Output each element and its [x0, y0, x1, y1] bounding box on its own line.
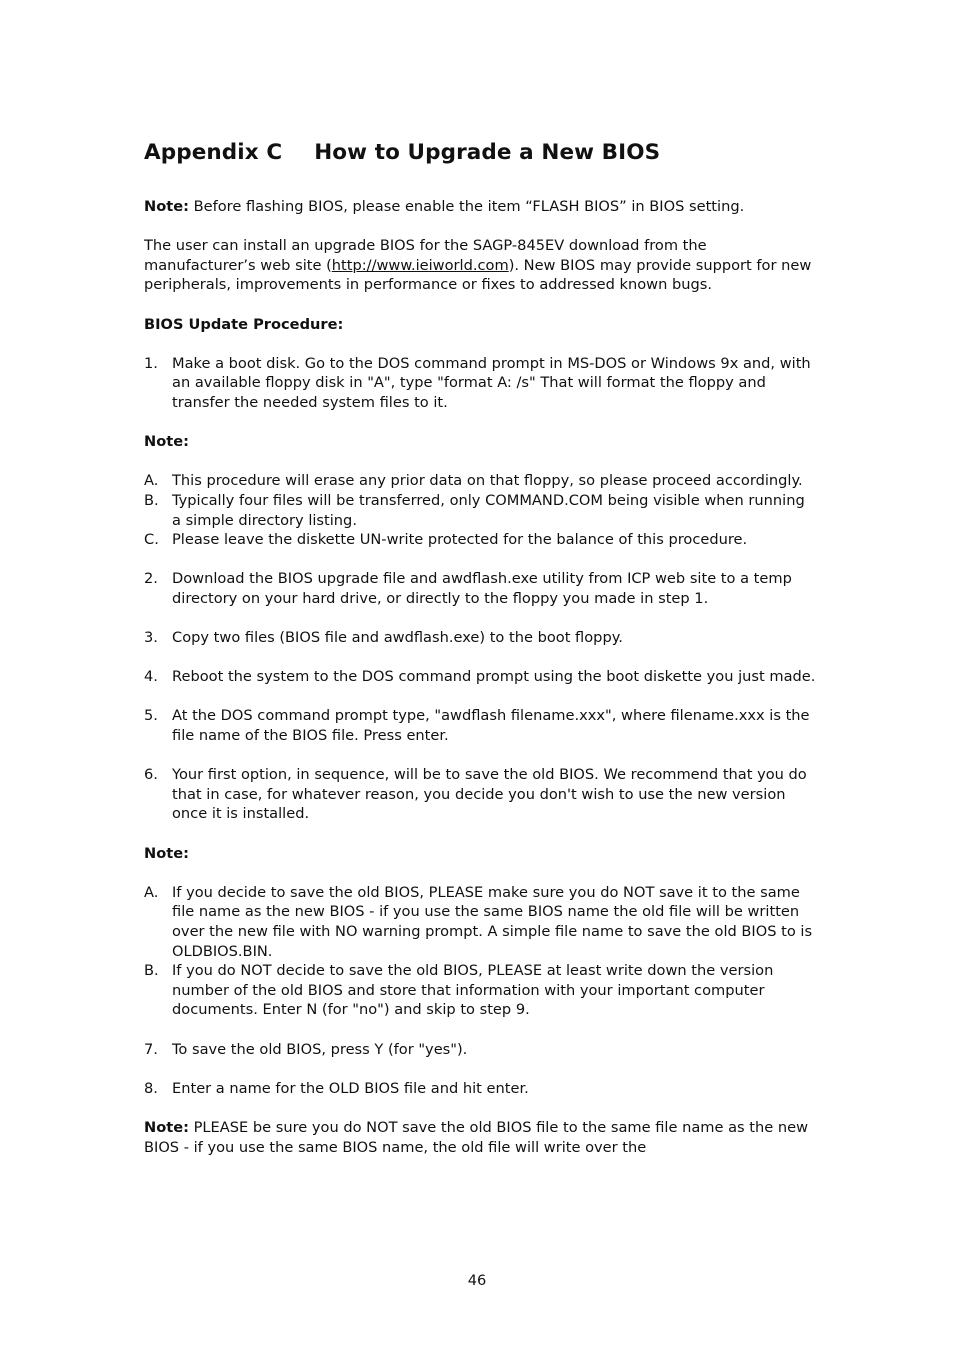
- note-item: [144, 883, 816, 961]
- step-item: [144, 667, 816, 687]
- note-item-text: Typically four files will be transferred, only COMMAND.COM being visible when running a simple directory listing.: [172, 491, 805, 529]
- step-text: Enter a name for the OLD BIOS file and hit enter.: [172, 1079, 529, 1097]
- step-number: 4.: [144, 668, 158, 686]
- final-note: [144, 1118, 816, 1157]
- note-item: [144, 961, 816, 1020]
- step-item: [144, 706, 816, 745]
- note-label: Note:: [144, 1118, 189, 1136]
- step-text: Reboot the system to the DOS command prompt using the boot diskette you just made.: [172, 668, 816, 686]
- note-item-letter: A.: [144, 883, 159, 901]
- step-text: At the DOS command prompt type, "awdflash filename.xxx", where filename.xxx is the file name of the BIOS file. Press enter.: [172, 707, 810, 745]
- document-page: [144, 138, 816, 1157]
- note-item-text: If you do NOT decide to save the old BIOS, PLEASE at least write down the version number of the old BIOS and store that information with your important computer documents. Enter N (for "no") and skip to step 9.: [172, 962, 774, 1019]
- step-item: [144, 628, 816, 648]
- step-number: 8.: [144, 1079, 158, 1097]
- note-heading: Note:: [144, 433, 189, 451]
- note-list-1: [144, 471, 816, 549]
- page-title: [144, 138, 816, 168]
- note-item-text: This procedure will erase any prior data on that floppy, so please proceed accordingly.: [172, 472, 803, 490]
- intro-after: ). New BIOS may provide support for new peripherals, improvements in performance or fixes to addressed known bugs.: [144, 256, 812, 294]
- procedure-heading: BIOS Update Procedure:: [144, 315, 344, 333]
- title-text: How to Upgrade a New BIOS: [314, 140, 661, 165]
- note-item: [144, 491, 816, 530]
- step-text: To save the old BIOS, press Y (for "yes").: [172, 1040, 468, 1058]
- step-number: 5.: [144, 707, 158, 725]
- note-text: PLEASE be sure you do NOT save the old BIOS file to the same file name as the new BIOS - if you use the same BIOS name, the old file will write over the: [144, 1118, 809, 1156]
- note-item-letter: A.: [144, 472, 159, 490]
- note-item-text: Please leave the diskette UN-write protected for the balance of this procedure.: [172, 531, 748, 549]
- note-text: Before flashing BIOS, please enable the item “FLASH BIOS” in BIOS setting.: [188, 198, 745, 215]
- step-number: 6.: [144, 766, 158, 784]
- note-heading: Note:: [144, 844, 189, 862]
- step-text: Download the BIOS upgrade file and awdflash.exe utility from ICP web site to a temp directory on your hard drive, or directly to the floppy you made in step 1.: [172, 570, 792, 607]
- step-item: [144, 1040, 816, 1060]
- intro-paragraph: [144, 236, 816, 295]
- intro-before: The user can install an upgrade BIOS for the SAGP-845EV download from the manufacturer’s web site (: [144, 237, 707, 274]
- appendix-label: Appendix C: [144, 140, 283, 165]
- note-item: [144, 530, 816, 550]
- website-link[interactable]: http://www.ieiworld.com: [331, 256, 509, 274]
- step-number: 7.: [144, 1040, 158, 1058]
- step-text: Your first option, in sequence, will be to save the old BIOS. We recommend that you do that in case, for whatever reason, you decide you don't wish to use the new version once it is installed.: [172, 766, 807, 823]
- step-text: Make a boot disk. Go to the DOS command prompt in MS-DOS or Windows 9x and, with an available floppy disk in "A", type "format A: /s" That will format the floppy and transfer the needed system files to it.: [172, 354, 811, 411]
- step-number: 3.: [144, 629, 158, 647]
- flash-note: [144, 197, 816, 217]
- step-text: Copy two files (BIOS file and awdflash.exe) to the boot floppy.: [172, 629, 623, 647]
- step-number: 2.: [144, 570, 158, 588]
- step-item: [144, 569, 816, 608]
- note-item-letter: B.: [144, 962, 159, 980]
- step-number: 1.: [144, 354, 158, 372]
- step-item: [144, 765, 816, 824]
- note-item-letter: B.: [144, 491, 159, 509]
- page-number: 46: [467, 1272, 487, 1289]
- step-item: [144, 1079, 816, 1099]
- step-item: [144, 354, 816, 413]
- note-item-letter: C.: [144, 531, 159, 549]
- note-item-text: If you decide to save the old BIOS, PLEASE make sure you do NOT save it to the same file name as the new BIOS - if you use the same BIOS name the old file will be written over the new file with NO warning prompt. A simple file name to save the old BIOS to is OLDBIOS.BIN.: [172, 883, 813, 960]
- note-label: Note:: [144, 198, 189, 215]
- note-list-2: [144, 883, 816, 1020]
- note-item: [144, 471, 816, 491]
